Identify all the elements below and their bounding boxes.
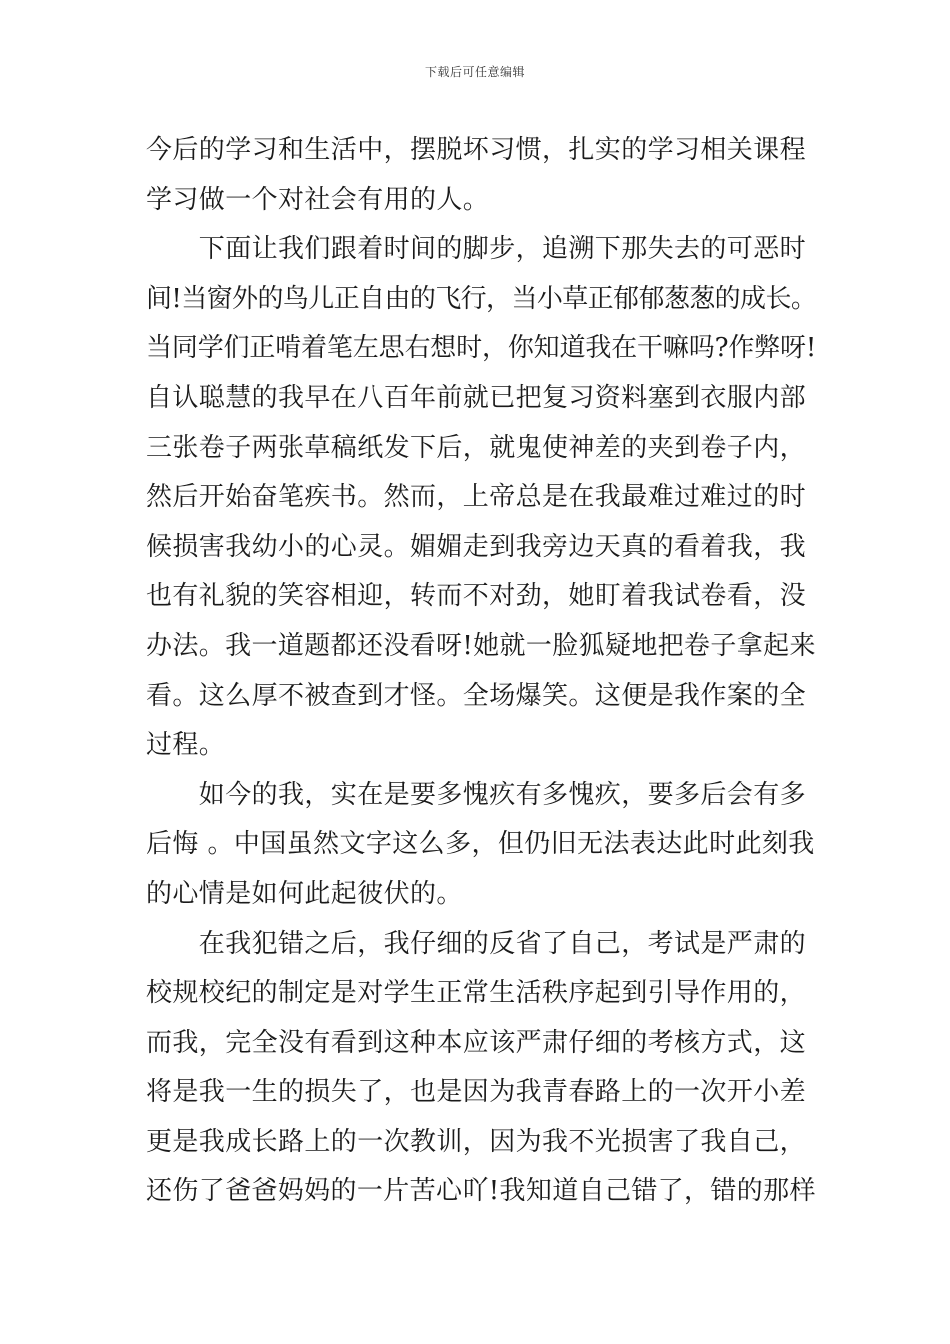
text-line: 间!当窗外的鸟儿正自由的飞行，当小草正郁郁葱葱的成长。: [146, 283, 817, 314]
text-line: 而我，完全没有看到这种本应该严肃仔细的考核方式，这: [146, 1027, 807, 1058]
text-line: 的心情是如何此起彼伏的。: [146, 878, 463, 909]
document-body: [146, 126, 816, 1217]
text-line: 然后开始奋笔疾书。然而，上帝总是在我最难过难过的时: [146, 482, 807, 513]
text-line: 还伤了爸爸妈妈的一片苦心吖!我知道自己错了，错的那样: [146, 1176, 816, 1207]
text-line: 办法。我一道题都还没看呀!她就一脸狐疑地把卷子拿起来: [146, 630, 816, 661]
page-header: 下载后可任意编辑: [424, 65, 525, 79]
text-line: 看。这么厚不被查到才怪。全场爆笑。这便是我作案的全: [146, 680, 807, 711]
text-line: 如今的我，实在是要多愧疚有多愧疚，要多后会有多: [146, 779, 807, 810]
text-line: 下面让我们跟着时间的脚步，追溯下那失去的可恶时: [146, 234, 807, 265]
text-line: 更是我成长路上的一次教训，因为我不光损害了我自己，: [146, 1126, 807, 1157]
text-line: 学习做一个对社会有用的人。: [146, 184, 490, 215]
text-line: 后悔 。中国虽然文字这么多，但仍旧无法表达此时此刻我: [146, 829, 815, 860]
text-line: 校规校纪的制定是对学生正常生活秩序起到引导作用的，: [146, 978, 807, 1009]
text-line: 三张卷子两张草稿纸发下后，就鬼使神差的夹到卷子内，: [146, 432, 807, 463]
text-line: 自认聪慧的我早在八百年前就已把复习资料塞到衣服内部: [146, 382, 807, 413]
text-line: 将是我一生的损失了，也是因为我青春路上的一次开小差: [146, 1077, 807, 1108]
text-line: 当同学们正啃着笔左思右想时，你知道我在干嘛吗?作弊呀!: [146, 333, 817, 364]
text-line: 过程。: [146, 730, 226, 761]
text-line: 候损害我幼小的心灵。媚媚走到我旁边天真的看着我，我: [146, 531, 807, 562]
text-line: 今后的学习和生活中，摆脱坏习惯，扎实的学习相关课程: [146, 135, 807, 165]
text-line: 也有礼貌的笑容相迎，转而不对劲，她盯着我试卷看，没: [146, 581, 807, 612]
text-line: 在我犯错之后，我仔细的反省了自己，考试是严肃的: [146, 928, 807, 959]
